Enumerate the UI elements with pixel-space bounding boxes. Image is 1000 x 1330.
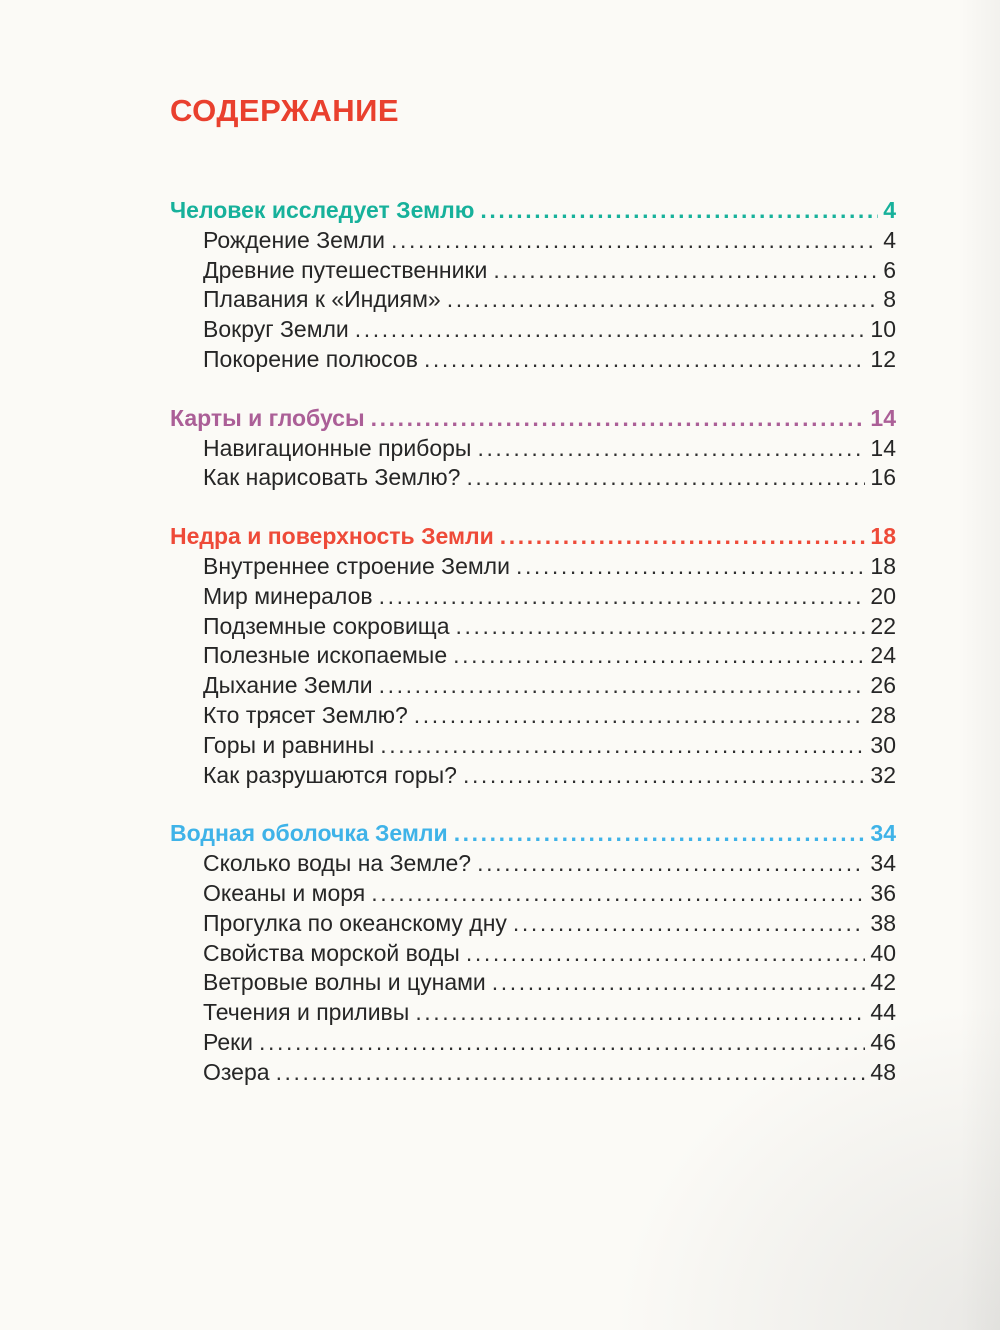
toc-section-page: 34	[870, 820, 896, 847]
toc-entry-label: Как разрушаются горы?	[203, 761, 457, 788]
toc-content	[170, 94, 896, 1088]
toc-entry-label: Кто трясет Землю?	[203, 701, 408, 728]
dot-leader	[463, 761, 865, 791]
toc-entry-page: 40	[870, 939, 896, 966]
toc-entry	[170, 731, 896, 761]
toc-entry	[170, 582, 896, 612]
page-title: СОДЕРЖАНИЕ	[170, 93, 400, 128]
toc-entry-page: 16	[870, 464, 896, 491]
toc-section	[170, 522, 896, 790]
toc-entry	[170, 345, 896, 375]
dot-leader	[477, 434, 865, 464]
toc-entry-label: Как нарисовать Землю?	[203, 464, 461, 491]
dot-leader	[259, 1028, 865, 1058]
toc-entry	[170, 256, 896, 286]
toc-entry-label: Навигационные приборы	[203, 434, 472, 461]
toc-entry-label: Свойства морской воды	[203, 939, 460, 966]
toc-entry-label: Течения и приливы	[203, 999, 410, 1026]
toc-entry-page: 28	[870, 701, 896, 728]
toc-section-row	[170, 404, 896, 434]
dot-leader	[371, 879, 865, 909]
toc-section-page: 4	[883, 197, 896, 223]
toc-entry	[170, 1028, 896, 1058]
toc-entry	[170, 939, 896, 969]
toc-entry-page: 34	[870, 850, 896, 877]
dot-leader	[355, 315, 866, 345]
toc-entry-page: 30	[870, 731, 896, 758]
dot-leader	[447, 285, 879, 315]
toc-entry	[170, 998, 896, 1028]
toc-section	[170, 196, 896, 375]
toc-entry-label: Древние путешественники	[203, 256, 488, 283]
dot-leader	[424, 345, 865, 375]
toc-entry-page: 18	[870, 552, 896, 579]
toc-entry-label: Плавания к «Индиям»	[203, 286, 441, 313]
toc-section-row	[170, 522, 896, 552]
dot-leader	[379, 582, 866, 612]
toc-entry	[170, 434, 896, 464]
toc-entry	[170, 285, 896, 315]
dot-leader	[453, 641, 865, 671]
toc-entry-label: Океаны и моря	[203, 879, 366, 906]
toc-entry-page: 48	[870, 1058, 896, 1085]
toc-section	[170, 819, 896, 1087]
toc-entry-label: Горы и равнины	[203, 731, 375, 758]
dot-leader	[493, 256, 878, 286]
dot-leader	[466, 939, 866, 969]
toc-section-row	[170, 196, 896, 226]
toc-entry	[170, 879, 896, 909]
toc-entry	[170, 761, 896, 791]
toc-section	[170, 404, 896, 493]
toc-entry-page: 44	[870, 999, 896, 1026]
toc-entry-page: 32	[870, 761, 896, 788]
toc-entry-page: 6	[883, 256, 896, 283]
toc-entry-label: Ветровые волны и цунами	[203, 969, 486, 996]
dot-leader	[415, 998, 865, 1028]
toc-entry-page: 12	[870, 345, 896, 372]
toc-entry-page: 26	[870, 672, 896, 699]
dot-leader	[380, 731, 865, 761]
toc-entry-page: 10	[870, 316, 896, 343]
dot-leader	[516, 552, 865, 582]
toc-section-title: Недра и поверхность Земли	[170, 523, 494, 550]
toc-entry-label: Дыхание Земли	[203, 672, 373, 699]
toc-entry-label: Рождение Земли	[203, 226, 385, 253]
toc-entry-page: 38	[870, 909, 896, 936]
toc-entry-label: Внутреннее строение Земли	[203, 552, 510, 579]
toc-section-title: Карты и глобусы	[170, 404, 365, 431]
toc-entry	[170, 641, 896, 671]
toc-entry-page: 8	[883, 286, 896, 313]
dot-leader	[276, 1058, 866, 1088]
toc-entry	[170, 701, 896, 731]
dot-leader	[391, 226, 878, 256]
toc-entry	[170, 968, 896, 998]
dot-leader	[454, 819, 866, 849]
toc-entry-label: Прогулка по океанскому дну	[203, 909, 507, 936]
dot-leader	[477, 849, 865, 879]
toc-entry	[170, 1058, 896, 1088]
toc-entry	[170, 552, 896, 582]
toc-entry-page: 20	[870, 582, 896, 609]
table-of-contents	[170, 196, 896, 1088]
toc-entry	[170, 612, 896, 642]
toc-entry-page: 42	[870, 969, 896, 996]
dot-leader	[480, 196, 878, 226]
dot-leader	[379, 671, 866, 701]
toc-entry-page: 4	[883, 226, 896, 253]
dot-leader	[466, 463, 865, 493]
toc-entry-label: Озера	[203, 1058, 270, 1085]
toc-entry-page: 36	[870, 879, 896, 906]
dot-leader	[500, 522, 866, 552]
dot-leader	[492, 968, 866, 998]
toc-entry-label: Сколько воды на Земле?	[203, 850, 472, 877]
toc-entry-label: Вокруг Земли	[203, 316, 349, 343]
toc-entry	[170, 849, 896, 879]
toc-entry-label: Полезные ископаемые	[203, 642, 448, 669]
toc-entry-label: Подземные сокровища	[203, 612, 450, 639]
toc-entry	[170, 315, 896, 345]
toc-section-page: 14	[870, 404, 896, 431]
dot-leader	[371, 404, 866, 434]
toc-entry	[170, 909, 896, 939]
toc-entry-label: Мир минералов	[203, 582, 373, 609]
dot-leader	[414, 701, 866, 731]
dot-leader	[456, 612, 866, 642]
toc-section-page: 18	[870, 523, 896, 550]
toc-entry	[170, 463, 896, 493]
dot-leader	[513, 909, 866, 939]
toc-entry-page: 14	[870, 434, 896, 461]
toc-entry	[170, 226, 896, 256]
toc-entry-label: Покорение полюсов	[203, 345, 418, 372]
toc-entry-page: 46	[870, 1028, 896, 1055]
toc-entry-label: Реки	[203, 1028, 254, 1055]
toc-section-title: Человек исследует Землю	[170, 197, 475, 223]
toc-entry-page: 24	[870, 642, 896, 669]
toc-entry	[170, 671, 896, 701]
toc-section-row	[170, 819, 896, 849]
toc-entry-page: 22	[870, 612, 896, 639]
toc-section-title: Водная оболочка Земли	[170, 820, 448, 847]
